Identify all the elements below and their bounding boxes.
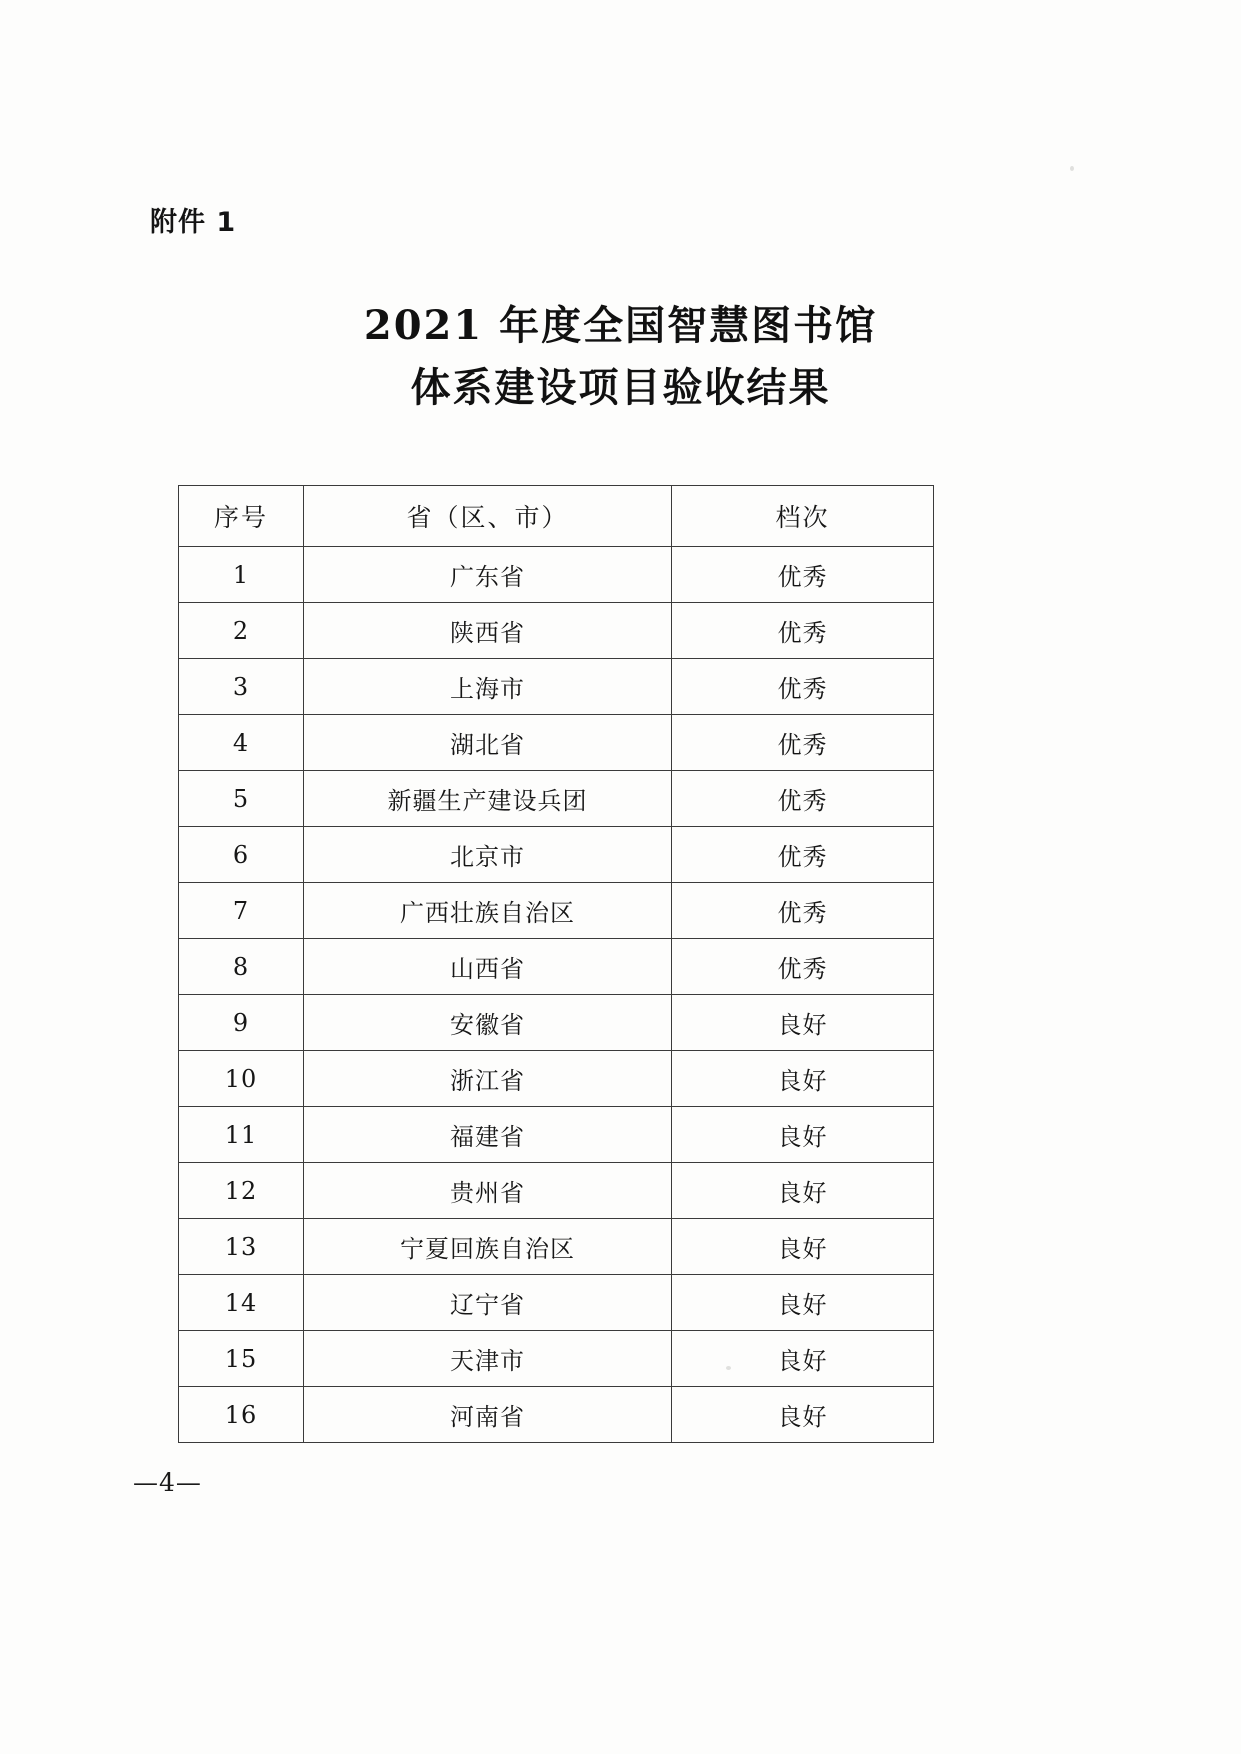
cell-grade: 优秀 [672, 715, 934, 771]
cell-index: 15 [179, 1331, 304, 1387]
cell-index: 11 [179, 1107, 304, 1163]
table-row [179, 1163, 934, 1219]
cell-grade: 优秀 [672, 603, 934, 659]
table-row [179, 1107, 934, 1163]
page-title-line-2: 体系建设项目验收结果 [410, 364, 831, 411]
cell-index: 12 [179, 1163, 304, 1219]
table-row [179, 939, 934, 995]
cell-grade: 优秀 [672, 883, 934, 939]
table-row [179, 1219, 934, 1275]
table-row [179, 1275, 934, 1331]
cell-region: 辽宁省 [304, 1275, 672, 1331]
column-header-grade: 档次 [672, 486, 934, 547]
cell-index: 2 [179, 603, 304, 659]
cell-grade: 良好 [672, 995, 934, 1051]
cell-index: 10 [179, 1051, 304, 1107]
cell-region: 北京市 [304, 827, 672, 883]
column-header-region: 省（区、市） [304, 486, 672, 547]
page-title-line-1: 2021 年度全国智慧图书馆 [363, 302, 878, 349]
page-number: —4— [133, 1468, 202, 1497]
cell-grade: 优秀 [672, 939, 934, 995]
table-row [179, 771, 934, 827]
table-row [179, 1331, 934, 1387]
cell-index: 8 [179, 939, 304, 995]
acceptance-results-table [178, 485, 934, 1443]
table-row [179, 715, 934, 771]
cell-grade: 良好 [672, 1107, 934, 1163]
cell-region: 新疆生产建设兵团 [304, 771, 672, 827]
cell-region: 河南省 [304, 1387, 672, 1443]
cell-index: 6 [179, 827, 304, 883]
cell-grade: 良好 [672, 1331, 934, 1387]
cell-region: 宁夏回族自治区 [304, 1219, 672, 1275]
cell-region: 安徽省 [304, 995, 672, 1051]
table-row [179, 603, 934, 659]
table-row [179, 995, 934, 1051]
cell-index: 9 [179, 995, 304, 1051]
cell-region: 天津市 [304, 1331, 672, 1387]
cell-region: 广东省 [304, 547, 672, 603]
cell-region: 贵州省 [304, 1163, 672, 1219]
table-row [179, 1051, 934, 1107]
cell-grade: 优秀 [672, 659, 934, 715]
cell-grade: 优秀 [672, 547, 934, 603]
cell-index: 7 [179, 883, 304, 939]
cell-region: 陕西省 [304, 603, 672, 659]
cell-grade: 良好 [672, 1163, 934, 1219]
scan-speck [1070, 166, 1074, 171]
page-title [0, 295, 1241, 419]
cell-index: 1 [179, 547, 304, 603]
table-row [179, 1387, 934, 1443]
table-row [179, 883, 934, 939]
cell-index: 5 [179, 771, 304, 827]
cell-region: 山西省 [304, 939, 672, 995]
cell-grade: 良好 [672, 1387, 934, 1443]
attachment-label: 附件 1 [150, 207, 237, 238]
cell-region: 湖北省 [304, 715, 672, 771]
table-row [179, 827, 934, 883]
cell-index: 16 [179, 1387, 304, 1443]
table-header-row [179, 486, 934, 547]
table-body [179, 547, 934, 1443]
cell-grade: 良好 [672, 1219, 934, 1275]
cell-index: 4 [179, 715, 304, 771]
table-row [179, 659, 934, 715]
cell-grade: 良好 [672, 1051, 934, 1107]
cell-grade: 优秀 [672, 827, 934, 883]
cell-index: 14 [179, 1275, 304, 1331]
cell-grade: 良好 [672, 1275, 934, 1331]
cell-grade: 优秀 [672, 771, 934, 827]
cell-region: 浙江省 [304, 1051, 672, 1107]
column-header-index: 序号 [179, 486, 304, 547]
cell-index: 3 [179, 659, 304, 715]
cell-region: 福建省 [304, 1107, 672, 1163]
cell-index: 13 [179, 1219, 304, 1275]
table-row [179, 547, 934, 603]
cell-region: 广西壮族自治区 [304, 883, 672, 939]
cell-region: 上海市 [304, 659, 672, 715]
